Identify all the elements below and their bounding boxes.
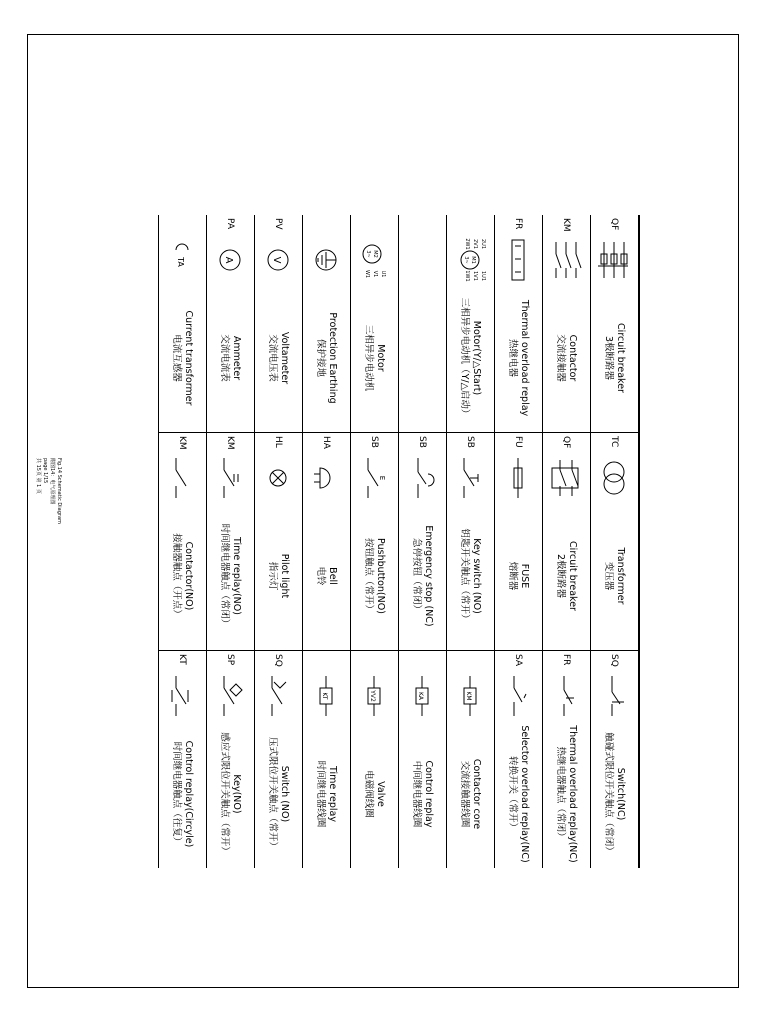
ct-symbol [163, 236, 203, 284]
symbol-name-zh: 2极断路器 [555, 553, 567, 599]
symbol-name-en: FUSE [519, 563, 531, 589]
symbol-name-en: Transformer [615, 547, 627, 605]
transformer-symbol [595, 454, 635, 502]
symbol-description [255, 284, 303, 433]
symbol-cell [543, 672, 591, 720]
symbol-label: 1U1 [480, 270, 487, 282]
symbol-code: SB [351, 433, 399, 455]
figure-title: Fig.14 Schematic Diagram [56, 458, 62, 524]
symbol-code: TC [591, 433, 640, 455]
symbol-code: SB [447, 433, 495, 455]
title-block [34, 458, 62, 524]
symbol-cell [351, 236, 399, 284]
symbol-description [543, 720, 591, 868]
pushbutton-symbol [355, 454, 395, 502]
symbol-name-zh: 急停按钮（常闭） [411, 537, 423, 614]
symbol-cell [303, 236, 351, 284]
symbol-description [159, 284, 207, 433]
symbol-name-en: Valve [375, 781, 387, 807]
symbol-description [495, 284, 543, 433]
symbol-name-zh: 转换开关（常开） [507, 755, 519, 832]
symbol-code: KM [159, 433, 207, 455]
symbol-name-zh: 感应式限位开关触点（常开） [219, 732, 231, 856]
legend-row [159, 215, 207, 868]
symbol-cell [399, 236, 447, 284]
symbol-code: KM [543, 215, 591, 236]
symbol-name-en: Key switch (NO) [471, 538, 483, 614]
symbol-name-en: Pilot light [279, 553, 291, 599]
symbol-cell [495, 236, 543, 284]
symbol-label: 3~ [463, 256, 470, 264]
ammeter-symbol [211, 236, 251, 284]
contactor3-symbol [547, 236, 587, 284]
motor-yd-symbol [451, 236, 491, 284]
legend-row [543, 215, 591, 868]
symbol-cell [207, 672, 255, 720]
lamp-symbol [259, 454, 299, 502]
symbol-description [447, 720, 495, 868]
symbol-label: 3~ [365, 250, 372, 258]
fuse-symbol [499, 454, 539, 502]
symbol-name-zh: 三相异步电动机（Y/△启动） [459, 297, 471, 419]
symbol-name-zh: 保护接地 [315, 338, 327, 377]
symbol-code [303, 651, 351, 673]
legend-row [351, 215, 399, 868]
estop-symbol [403, 454, 443, 502]
symbol-name-zh: 触碰式限位开关触点（常闭） [603, 732, 615, 856]
symbol-name-en: Thermal overload replay(NC) [567, 725, 579, 863]
symbol-description [495, 502, 543, 651]
symbol-code: KT [159, 651, 207, 673]
legend-row [591, 215, 640, 868]
symbol-name-zh: 电流互感器 [171, 334, 183, 382]
symbol-name-zh: 热继电器触点（常闭） [555, 746, 567, 842]
symbol-code [399, 215, 447, 236]
symbol-label: KT [321, 692, 329, 700]
symbol-description [351, 720, 399, 868]
legend-row [303, 215, 351, 868]
symbol-code: SQ [255, 651, 303, 673]
symbol-description [543, 284, 591, 433]
symbol-name-en: Protection Earthing [327, 312, 339, 404]
time-no-symbol [211, 454, 251, 502]
symbol-cell [351, 454, 399, 502]
symbol-label: KA [417, 692, 425, 700]
symbol-label: 2V1 [472, 239, 479, 249]
symbol-name-en: Switch (NO) [279, 765, 291, 823]
symbol-cell [255, 454, 303, 502]
symbol-label: 2W1 [464, 238, 471, 250]
symbol-cell [303, 454, 351, 502]
symbol-description [591, 720, 640, 868]
legend-row [399, 215, 447, 868]
symbol-description [543, 502, 591, 651]
earth-symbol [307, 236, 347, 284]
thermal-symbol [499, 236, 539, 284]
symbol-label: A [223, 256, 235, 264]
symbol-code: FR [495, 215, 543, 236]
symbol-description [399, 502, 447, 651]
symbol-code [447, 215, 495, 236]
symbol-name-en: Circuit breaker [615, 323, 627, 393]
symbol-name-zh: 交流电压表 [267, 334, 279, 382]
symbol-description [303, 284, 351, 433]
symbol-cell [447, 454, 495, 502]
symbol-name-en: Thermal overload replay [519, 299, 531, 417]
symbol-name-en: Motor(Y/△Start) [471, 320, 483, 396]
symbol-legend-table [158, 215, 640, 868]
symbol-cell [159, 672, 207, 720]
sheet-title: 附图14：电气原理图 [49, 458, 55, 505]
symbol-cell [303, 672, 351, 720]
symbol-code: FR [543, 651, 591, 673]
symbol-code: QF [543, 433, 591, 455]
coil-yv-symbol [355, 672, 395, 720]
limit-nc-symbol [595, 672, 635, 720]
symbol-cell [255, 236, 303, 284]
symbol-name-en: Contactor [567, 334, 579, 382]
symbol-cell [351, 672, 399, 720]
symbol-name-en: Bell [327, 567, 339, 585]
symbol-code: PV [255, 215, 303, 236]
symbol-name-en: Time replay [327, 766, 339, 822]
symbol-name-zh: 接触器触点（开点） [171, 533, 183, 619]
symbol-description [495, 720, 543, 868]
symbol-name-zh: 按钮触点（常开） [363, 537, 375, 614]
symbol-cell [447, 672, 495, 720]
symbol-description [447, 502, 495, 651]
symbol-description [207, 720, 255, 868]
symbol-label: YV2 [369, 690, 377, 702]
symbol-name-zh: 3极断路器 [603, 335, 615, 381]
symbol-description [447, 284, 495, 433]
coil-km-symbol [451, 672, 491, 720]
symbol-name-en: Control replay [423, 760, 435, 828]
symbol-cell [255, 672, 303, 720]
page-count: 共 15页 第 1 页 [35, 458, 41, 494]
symbol-code: FU [495, 433, 543, 455]
key-switch-symbol [451, 454, 491, 502]
symbol-code [399, 651, 447, 673]
cycle-symbol [163, 672, 203, 720]
symbol-name-en: Ammeter [231, 335, 243, 381]
symbol-description [351, 502, 399, 651]
bell-symbol [307, 454, 347, 502]
symbol-code: SA [495, 651, 543, 673]
symbol-cell [159, 454, 207, 502]
symbol-name-en: Contactor core [471, 758, 483, 830]
symbol-name-en: Voltameter [279, 331, 291, 385]
symbol-description [159, 502, 207, 651]
symbol-cell [399, 672, 447, 720]
symbol-cell [591, 672, 640, 720]
symbol-name-en: Time replay(NO) [231, 537, 243, 615]
symbol-description [255, 720, 303, 868]
symbol-code [351, 651, 399, 673]
symbol-cell [495, 454, 543, 502]
symbol-cell [495, 672, 543, 720]
symbol-label: U1 [380, 270, 387, 278]
symbol-description [399, 284, 447, 433]
selector-symbol [499, 672, 539, 720]
symbol-name-zh: 指示灯 [267, 561, 279, 591]
symbol-cell [543, 236, 591, 284]
symbol-label: 1V1 [472, 271, 479, 281]
symbol-label: V [271, 256, 283, 264]
symbol-description [399, 720, 447, 868]
symbol-name-zh: 中间继电器线圈 [411, 760, 423, 828]
symbol-name-en: Emergency stop (NC) [423, 525, 435, 627]
symbol-name-zh: 时间继电器触点（常闭） [219, 523, 231, 629]
breaker2-symbol [547, 454, 587, 502]
symbol-name-zh: 三相异步电动机 [363, 324, 375, 392]
symbol-description [207, 284, 255, 433]
symbol-label: V1 [372, 270, 379, 278]
symbol-code: QF [591, 215, 640, 236]
symbol-name-en: Contactor(NO) [183, 541, 195, 611]
symbol-cell [591, 236, 640, 284]
symbol-name-zh: 交流接触器线圈 [459, 760, 471, 828]
symbol-label: 1W1 [464, 270, 471, 282]
symbol-name-zh: 压式限位开关触点（常开） [267, 736, 279, 851]
motor-symbol [355, 236, 395, 284]
legend-row [255, 215, 303, 868]
legend-row [447, 215, 495, 868]
symbol-name-en: Motor [375, 344, 387, 372]
symbol-label: M1 [470, 256, 477, 264]
symbol-label: E [378, 475, 387, 481]
symbol-code [447, 651, 495, 673]
symbol-name-en: Pushbutton(NO) [375, 538, 387, 614]
symbol-name-en: Switch(NC) [615, 767, 627, 821]
page-number: page 1/15 [42, 458, 48, 484]
symbol-label: 2U1 [480, 238, 487, 250]
symbol-label: TA [176, 257, 186, 267]
proximity-symbol [211, 672, 251, 720]
symbol-name-zh: 时间继电器线圈 [315, 760, 327, 828]
coil-ka-symbol [403, 672, 443, 720]
symbol-name-zh: 电铃 [315, 566, 327, 586]
symbol-code: KM [207, 433, 255, 455]
symbol-description [303, 720, 351, 868]
symbol-cell [543, 454, 591, 502]
symbol-name-zh: 时间继电器触点（往复） [171, 741, 183, 847]
symbol-name-en: Current transformer [183, 310, 195, 406]
symbol-name-zh: 交流接触器 [555, 334, 567, 382]
symbol-code: SP [207, 651, 255, 673]
symbol-cell [591, 454, 640, 502]
symbol-label: M2 [372, 250, 379, 258]
symbol-code: HL [255, 433, 303, 455]
symbol-legend-sheet [171, 215, 640, 863]
coil-kt-symbol [307, 672, 347, 720]
symbol-code [351, 215, 399, 236]
symbol-description [591, 284, 640, 433]
contact-no-symbol [163, 454, 203, 502]
symbol-name-zh: 电磁阀线圈 [363, 770, 375, 818]
legend-row [207, 215, 255, 868]
symbol-label: KM [465, 691, 473, 701]
symbol-cell [399, 454, 447, 502]
symbol-description [207, 502, 255, 651]
symbol-name-zh: 熔断器 [507, 561, 519, 591]
symbol-code [303, 215, 351, 236]
symbol-code: HA [303, 433, 351, 455]
symbol-code [159, 215, 207, 236]
symbol-name-en: Selector overload replay(NC) [519, 725, 531, 863]
symbol-description [159, 720, 207, 868]
thermal-nc-symbol [547, 672, 587, 720]
symbol-description [591, 502, 640, 651]
symbol-description [303, 502, 351, 651]
breaker3-symbol [595, 236, 635, 284]
symbol-code: PA [207, 215, 255, 236]
symbol-description [351, 284, 399, 433]
symbol-code: SQ [591, 651, 640, 673]
symbol-cell [207, 236, 255, 284]
legend-row [495, 215, 543, 868]
symbol-name-zh: 变压器 [603, 561, 615, 591]
symbol-name-zh: 热继电器 [507, 338, 519, 377]
symbol-name-zh: 交流电流表 [219, 334, 231, 382]
symbol-cell [207, 454, 255, 502]
voltmeter-symbol [259, 236, 299, 284]
limit-no-symbol [259, 672, 299, 720]
symbol-name-en: Circuit breaker [567, 541, 579, 611]
symbol-name-en: Control replay(Circyle) [183, 740, 195, 848]
symbol-label: W1 [364, 269, 371, 279]
symbol-name-en: Key(NO) [231, 774, 243, 814]
symbol-name-zh: 钥匙开关触点（常开） [459, 528, 471, 624]
symbol-cell [159, 236, 207, 284]
symbol-description [255, 502, 303, 651]
symbol-cell [447, 236, 495, 284]
symbol-code: SB [399, 433, 447, 455]
